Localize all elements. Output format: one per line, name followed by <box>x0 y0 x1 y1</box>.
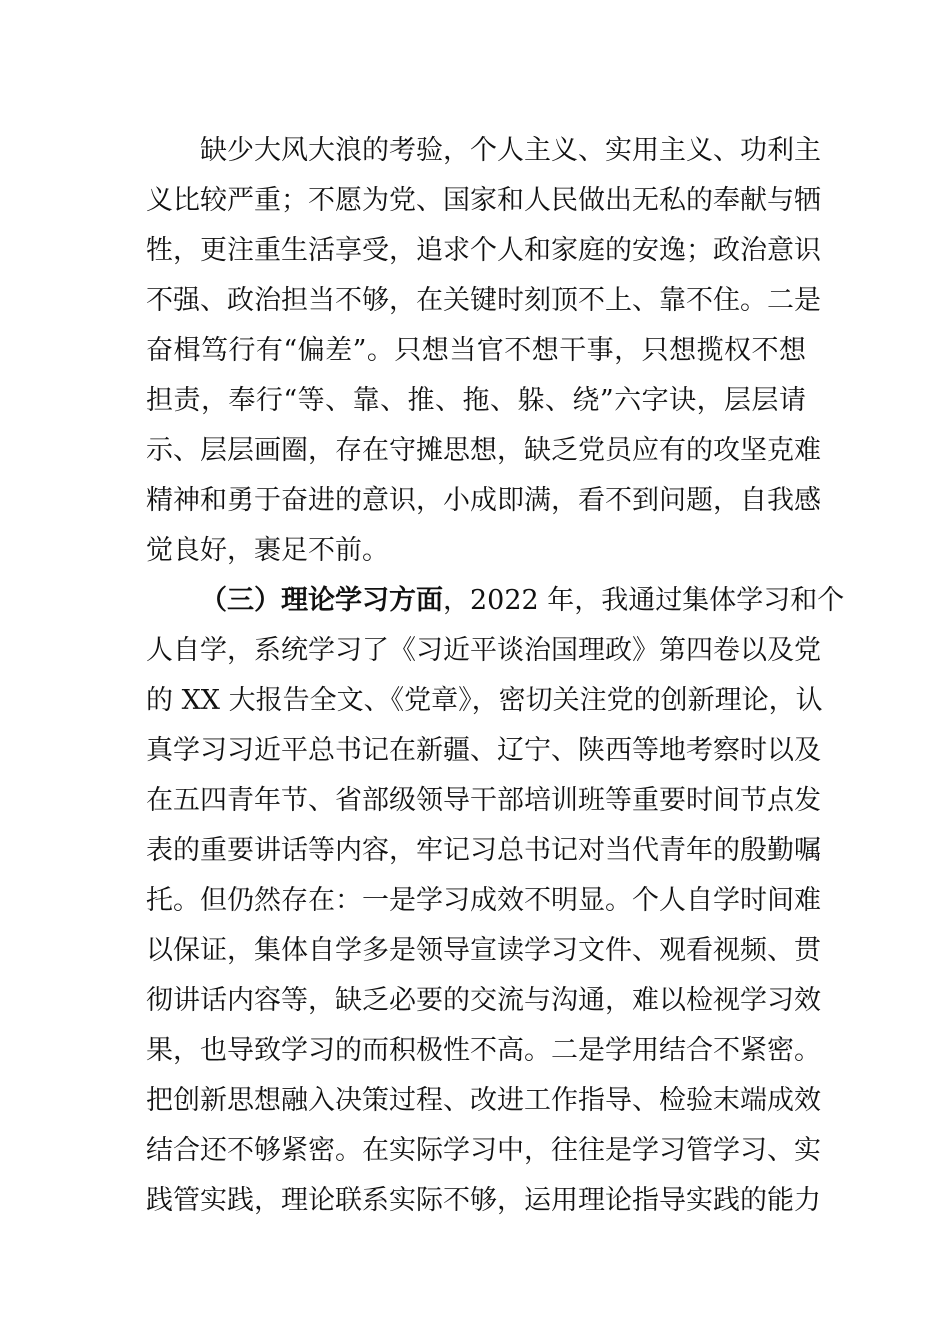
paragraph-line: 奋楫笃行有“偏差”。只想当官不想干事，只想揽权不想 <box>146 335 806 366</box>
paragraph-line: 义比较严重；不愿为党、国家和人民做出无私的奉献与牺 <box>146 185 821 216</box>
paragraph-line: 把创新思想融入决策过程、改进工作指导、检验末端成效 <box>146 1085 821 1116</box>
section-heading: （三）理论学习方面 <box>200 585 443 616</box>
paragraph-line: 的 XX 大报告全文、《党章》，密切关注党的创新理论，认 <box>146 685 823 716</box>
paragraph-line: 在五四青年节、省部级领导干部培训班等重要时间节点发 <box>146 785 821 816</box>
paragraph-line: 表的重要讲话等内容，牢记习总书记对当代青年的殷勤嘱 <box>146 835 821 866</box>
paragraph-line: 不强、政治担当不够，在关键时刻顶不上、靠不住。二是 <box>146 285 821 316</box>
section-text: ，2022 年，我通过集体学习和个 <box>443 585 845 616</box>
paragraph-line: 以保证，集体自学多是领导宣读学习文件、观看视频、贯 <box>146 935 821 966</box>
paragraph-line: 结合还不够紧密。在实际学习中，往往是学习管学习、实 <box>146 1135 821 1166</box>
paragraph-line: 果，也导致学习的而积极性不高。二是学用结合不紧密。 <box>146 1035 821 1066</box>
paragraph-line: 人自学，系统学习了《习近平谈治国理政》第四卷以及党 <box>146 635 821 666</box>
paragraph-line: 托。但仍然存在：一是学习成效不明显。个人自学时间难 <box>146 885 821 916</box>
paragraph-line: 觉良好，裹足不前。 <box>146 535 389 566</box>
paragraph-line: 牲，更注重生活享受，追求个人和家庭的安逸；政治意识 <box>146 235 821 266</box>
paragraph-line: 彻讲话内容等，缺乏必要的交流与沟通，难以检视学习效 <box>146 985 821 1016</box>
paragraph-line: 精神和勇于奋进的意识，小成即满，看不到问题，自我感 <box>146 485 821 516</box>
paragraph-line: 践管实践，理论联系实际不够，运用理论指导实践的能力 <box>146 1185 821 1216</box>
paragraph-line: 缺少大风大浪的考验，个人主义、实用主义、功利主 <box>200 135 821 166</box>
paragraph-line: 担责，奉行“等、靠、推、拖、躲、绕”六字诀，层层请 <box>146 385 806 416</box>
section-three-first-line <box>200 581 845 621</box>
paragraph-line: 示、层层画圈，存在守摊思想，缺乏党员应有的攻坚克难 <box>146 435 821 466</box>
paragraph-line: 真学习习近平总书记在新疆、辽宁、陕西等地考察时以及 <box>146 735 821 766</box>
